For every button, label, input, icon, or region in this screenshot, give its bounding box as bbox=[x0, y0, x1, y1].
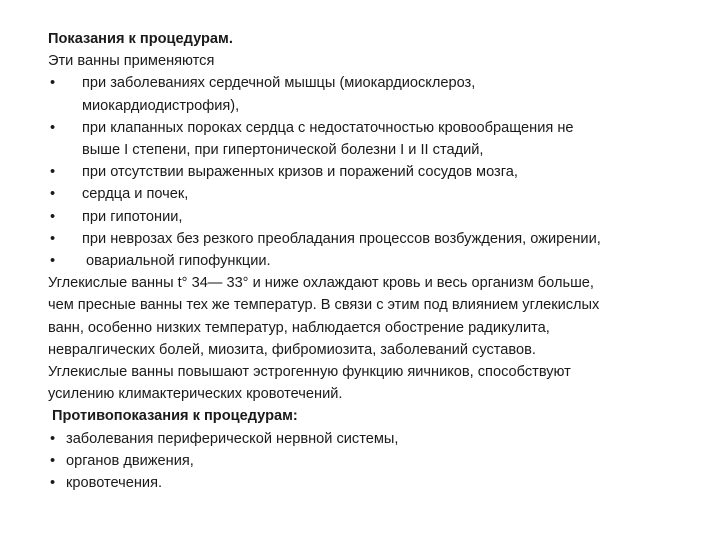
indication-item bbox=[48, 72, 698, 116]
paragraph-line: ванн, особенно низких температур, наблюдается обострение радикулита, bbox=[48, 319, 550, 336]
document-body bbox=[48, 28, 698, 494]
indication-text-line: сердца и почек, bbox=[82, 186, 189, 203]
indication-text-line: при гипотонии, bbox=[82, 208, 183, 225]
bullet-icon: • bbox=[50, 253, 56, 270]
indication-item bbox=[48, 206, 698, 228]
bullet-icon: • bbox=[50, 119, 56, 136]
indications-heading: Показания к процедурам. bbox=[48, 31, 233, 47]
bullet-icon: • bbox=[50, 475, 56, 492]
indication-item bbox=[48, 250, 698, 272]
indication-item bbox=[48, 117, 698, 161]
paragraph-line: чем пресные ванны тех же температур. В связи с этим под влиянием углекислых bbox=[48, 297, 600, 314]
contraindication-text: кровотечения. bbox=[66, 475, 163, 492]
contraindication-item bbox=[48, 450, 698, 472]
bullet-icon: • bbox=[50, 430, 56, 447]
paragraph-line: Углекислые ванны повышают эстрогенную функцию яичников, способствуют bbox=[48, 364, 571, 381]
contraindication-item bbox=[48, 472, 698, 494]
bullet-icon: • bbox=[50, 230, 56, 247]
indication-text-line: при неврозах без резкого преобладания процессов возбуждения, ожирении, bbox=[82, 230, 601, 247]
bullet-icon: • bbox=[50, 75, 56, 92]
paragraph-line: Углекислые ванны t° 34— 33° и ниже охлаждают кровь и весь организм больше, bbox=[48, 275, 594, 292]
intro-text: Эти ванны применяются bbox=[48, 53, 215, 70]
indication-text-line: при отсутствии выраженных кризов и поражений сосудов мозга, bbox=[82, 164, 518, 181]
indication-item bbox=[48, 161, 698, 183]
contraindication-text: заболевания периферической нервной системы, bbox=[66, 430, 399, 447]
indication-item bbox=[48, 228, 698, 250]
bullet-icon: • bbox=[50, 208, 56, 225]
indication-text-line: овариальной гипофункции. bbox=[82, 253, 271, 270]
indication-text-line: миокардиодистрофия), bbox=[82, 97, 240, 114]
indication-item bbox=[48, 183, 698, 205]
contraindications-heading: Противопоказания к процедурам: bbox=[52, 408, 298, 425]
paragraph-line: невралгических болей, миозита, фибромиозита, заболеваний суставов. bbox=[48, 341, 536, 358]
indication-text-line: при заболеваниях сердечной мышцы (миокардиосклероз, bbox=[82, 75, 476, 92]
indication-text-line: при клапанных пороках сердца с недостаточностью кровообращения не bbox=[82, 119, 574, 136]
contraindication-text: органов движения, bbox=[66, 452, 194, 469]
bullet-icon: • bbox=[50, 186, 56, 203]
bullet-icon: • bbox=[50, 452, 56, 469]
indication-text-line: выше I степени, при гипертонической болезни I и II стадий, bbox=[82, 142, 484, 159]
bullet-icon: • bbox=[50, 164, 56, 181]
paragraph-line: усилению климактерических кровотечений. bbox=[48, 386, 343, 403]
contraindication-item bbox=[48, 428, 698, 450]
